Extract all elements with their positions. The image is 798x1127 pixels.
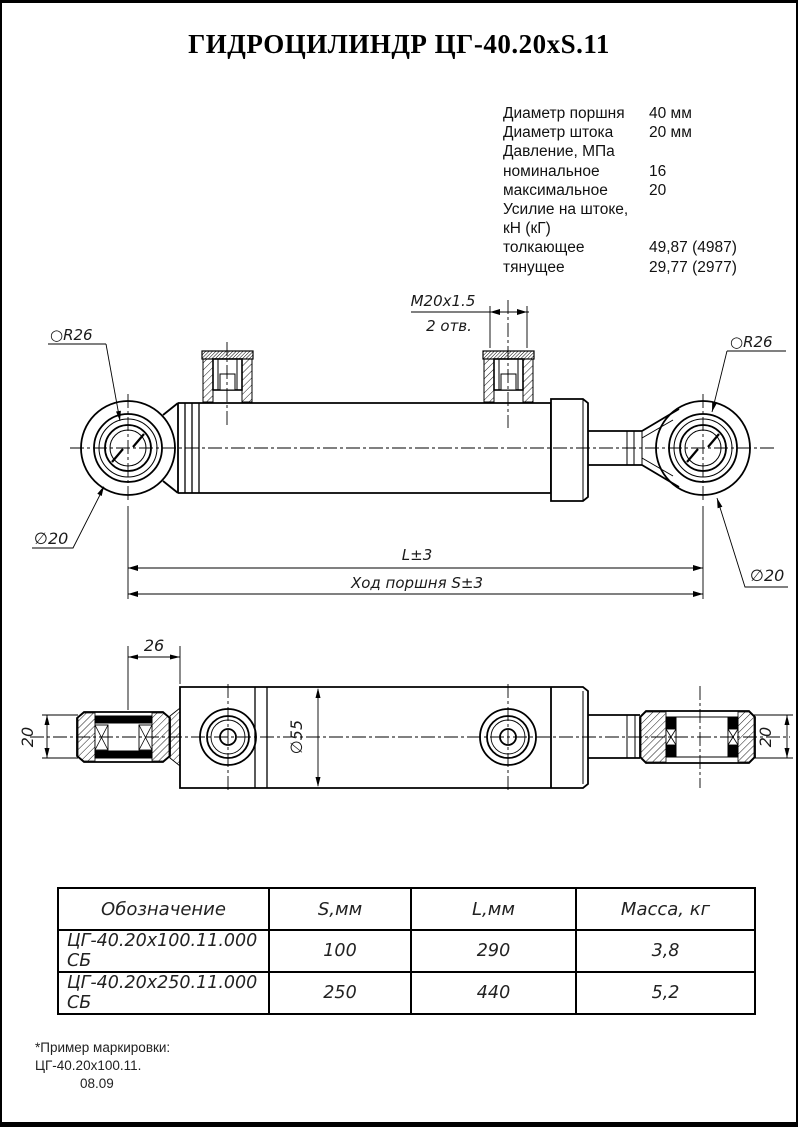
l-cell: 440 (411, 972, 576, 1014)
thread-label: М20х1.5 (410, 292, 476, 310)
cylinder-head (551, 399, 588, 501)
size-table (57, 887, 756, 1015)
size-table-header-row (58, 888, 755, 930)
spec-label: номинальное (503, 162, 600, 180)
sphere-radius-left-label: ○R26 (50, 326, 93, 344)
body-dia-label: ∅55 (287, 719, 306, 755)
holes-label: 2 отв. (426, 317, 472, 335)
spec-value: 16 (649, 162, 667, 180)
table-row (58, 972, 755, 1014)
pin-dia-left-label: 20 (18, 726, 37, 748)
s-cell: 250 (269, 972, 411, 1014)
spec-value: 20 мм (649, 124, 692, 142)
stroke-label: Ход поршня S±3 (350, 574, 484, 592)
body-top-view (180, 687, 588, 788)
table-row (58, 930, 755, 972)
top-view (77, 687, 755, 788)
main-view (81, 351, 750, 501)
spec-value: 40 мм (649, 105, 692, 122)
designation-cell: ЦГ-40.20х250.11.000 СБ (58, 972, 269, 1014)
l-cell: 290 (411, 930, 576, 972)
col-s-mm: S,мм (269, 888, 411, 930)
col-designation: Обозначение (58, 888, 269, 930)
spec-value: 29,77 (2977) (649, 258, 737, 276)
marking-note (35, 1039, 170, 1093)
marking-note-line1: *Пример маркировки: (35, 1040, 171, 1055)
marking-note-line2: ЦГ-40.20х100.11. (35, 1058, 142, 1073)
spec-label: Усилие на штоке, кН (кГ) (503, 201, 629, 238)
mass-cell: 3,8 (576, 930, 755, 972)
rod-dia-left-label: ∅20 (34, 529, 69, 548)
marking-note-line3: 08.09 (80, 1076, 114, 1091)
length-label: L±3 (401, 546, 433, 564)
sphere-radius-right-label: ○R26 (730, 333, 773, 351)
designation-cell: ЦГ-40.20х100.11.000 СБ (58, 930, 269, 972)
eye-offset-label: 26 (143, 636, 165, 655)
spec-label: тянущее (503, 258, 565, 276)
mass-cell: 5,2 (576, 972, 755, 1014)
spec-label: Диаметр поршня (503, 105, 625, 122)
spec-label: Давление, МПа (503, 143, 615, 161)
port-boss-1 (202, 351, 253, 402)
page-title: ГИДРОЦИЛИНДР ЦГ-40.20хS.11 (188, 29, 610, 59)
spec-label: толкающее (503, 239, 585, 257)
rod-dia-right-label: ∅20 (750, 566, 785, 585)
spec-label: максимальное (503, 181, 608, 199)
port-boss-2 (483, 351, 534, 402)
pin-dia-right-label: 20 (756, 726, 775, 748)
s-cell: 100 (269, 930, 411, 972)
spec-value: 20 (649, 181, 667, 199)
col-mass: Масса, кг (576, 888, 755, 930)
spec-value: 49,87 (4987) (649, 239, 737, 257)
spec-label: Диаметр штока (503, 124, 614, 142)
col-l-mm: L,мм (411, 888, 576, 930)
